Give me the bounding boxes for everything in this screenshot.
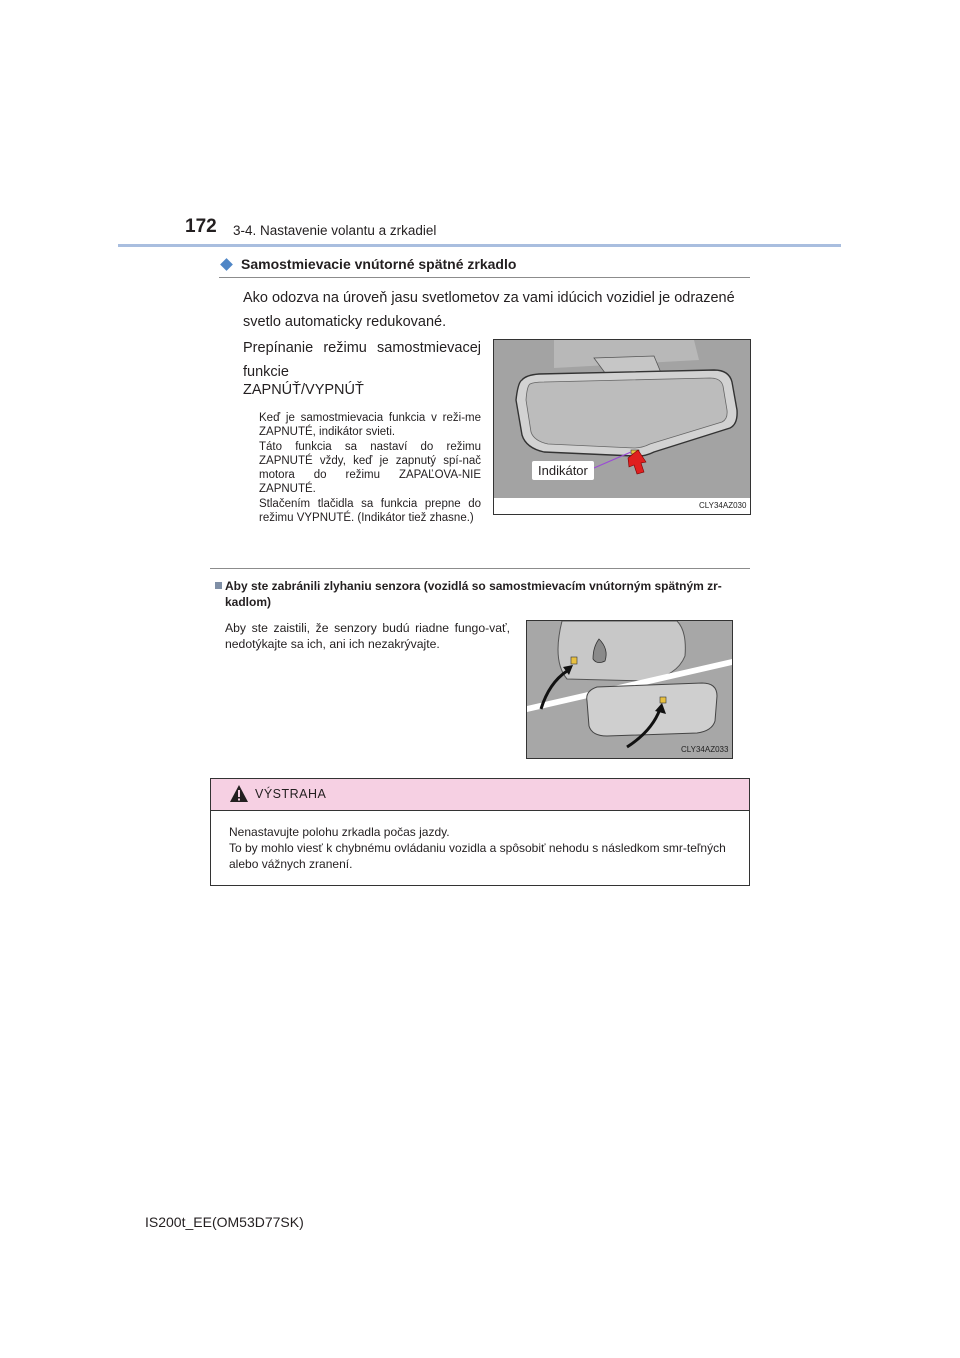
desc-line-2: Táto funkcia sa nastaví do režimu ZAPNUTÉ vždy, keď je zapnutý spí-nač motora do režimu ZAPAĽOVA-NIE ZAPNUTÉ.	[259, 440, 481, 496]
subsection-title	[219, 256, 516, 272]
square-bullet-icon	[215, 582, 222, 589]
figure-code: CLY34AZ030	[699, 501, 747, 510]
subsection-title-text: Samostmievacie vnútorné spätné zrkadlo	[241, 256, 517, 272]
warning-header	[211, 779, 749, 811]
switch-title: Prepínanie režimu samostmievacej funkcie	[243, 340, 481, 380]
warning-line-1: Nenastavujte polohu zrkadla počas jazdy.	[229, 825, 450, 839]
mirror-indicator-figure	[493, 339, 751, 515]
sensor-figure	[526, 620, 733, 759]
indicator-label: Indikátor	[532, 461, 594, 480]
mirror-illustration	[494, 340, 750, 514]
desc-line-1: Keď je samostmievacia funkcia v reži-me ZAPNUTÉ, indikátor svieti.	[259, 412, 481, 439]
diamond-bullet-icon	[220, 258, 233, 271]
footer-code: IS200t_EE(OM53D77SK)	[145, 1214, 304, 1230]
on-off-label: ZAPNÚŤ/VYPNÚŤ	[243, 382, 364, 398]
sensor-illustration	[527, 621, 732, 758]
warning-triangle-icon	[229, 784, 249, 803]
subsection-rule	[219, 277, 750, 278]
figure-code-2: CLY34AZ033	[681, 745, 729, 754]
sensor-section-title: Aby ste zabránili zlyhaniu senzora (vozidlá so samostmievacím vnútorným spätným zr-kadlom)	[225, 579, 722, 609]
intro-text: Ako odozva na úroveň jasu svetlometov za vami idúcich vozidiel je odrazené svetlo automaticky redukované.	[243, 290, 735, 330]
page-number: 172	[185, 216, 217, 237]
section-rule	[210, 568, 750, 569]
warning-body	[229, 824, 741, 872]
warning-line-2: To by mohlo viesť k chybnému ovládaniu vozidla a spôsobiť nehodu s následkom smr-teľných alebo vážnych zranení.	[229, 841, 726, 871]
switch-description	[259, 411, 481, 525]
header-rule	[118, 244, 841, 247]
sensor-section-body: Aby ste zaistili, že senzory budú riadne fungo-vať, nedotýkajte sa ich, ani ich nezakrývajte.	[225, 621, 510, 651]
desc-line-3: Stlačením tlačidla sa funkcia prepne do režimu VYPNUTÉ. (Indikátor tiež zhasne.)	[259, 497, 481, 525]
warning-title: VÝSTRAHA	[255, 787, 327, 801]
warning-box	[210, 778, 750, 886]
section-header: 3-4. Nastavenie volantu a zrkadiel	[233, 223, 437, 238]
